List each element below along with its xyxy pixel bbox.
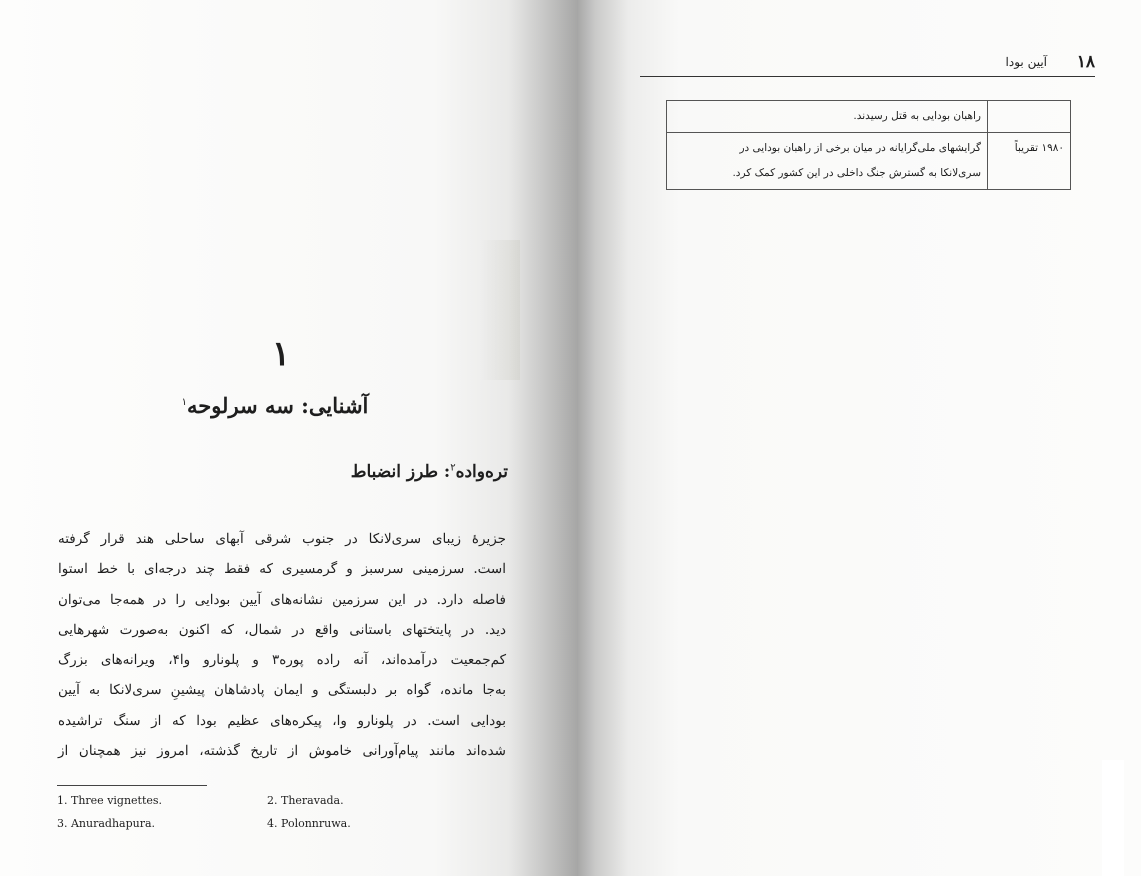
section-title-term: تره‌واده <box>455 462 508 482</box>
body-paragraph <box>58 524 506 766</box>
chronology-table <box>666 100 1071 190</box>
page-number: ۱۸ <box>1076 52 1095 72</box>
footnote-3: 3. Anuradhapura. <box>57 817 156 830</box>
body-line: جزیرهٔ زیبای سری‌لانکا در جنوب شرقی آبهای ساحلی هند قرار گرفته <box>58 531 506 547</box>
body-line: کم‌جمعیت درآمده‌اند، آنه راده پوره‌۳ و پلونارو وا‌۴، ویرانه‌های بزرگ <box>58 652 506 669</box>
section-title-rest: : طرز انضباط <box>350 462 451 482</box>
table-cell-date: ۱۹۸۰ تقریباً <box>988 133 1071 190</box>
table-cell-line: گرایشهای ملی‌گرایانه در میان برخی از راهبان بودایی در <box>739 142 981 154</box>
body-line: بودایی است. در پلونارو وا، پیکره‌های عظیم بودا که از سنگ تراشیده <box>58 712 506 729</box>
table-cell-date <box>988 101 1071 133</box>
body-line: شده‌اند مانند پیام‌آورانی خاموش از تاریخ گذشته، امروز نیز همچنان از <box>58 743 506 760</box>
body-line: دید. در پایتختهای باستانی واقع در شمال، که اکنون به‌صورت شهرهایی <box>58 621 506 638</box>
footnote-4: 4. Polonnruwa. <box>267 817 351 830</box>
table-cell-line: سری‌لانکا به گسترش جنگ داخلی در این کشور کمک کرد. <box>732 167 981 179</box>
footnote-1: 1. Three vignettes. <box>57 794 163 807</box>
scan-edge <box>1102 760 1124 876</box>
running-header <box>640 52 1095 77</box>
footnote-2: 2. Theravada. <box>267 794 344 807</box>
table-cell-text <box>667 133 988 190</box>
section-title <box>351 462 508 482</box>
chapter-title <box>180 393 370 418</box>
body-line: به‌جا مانده، گواه بر دلبستگی و ایمان پادشاهان پیشینِ سری‌لانکا به آیین <box>58 682 506 699</box>
chapter-title-text: آشنایی: سه سرلوحه <box>186 393 369 418</box>
section-title-footnote-marker: ۲ <box>450 462 456 474</box>
chapter-title-footnote-marker: ۱ <box>181 397 187 408</box>
table-cell-text <box>667 101 988 133</box>
running-title: آیین بودا <box>1005 55 1047 69</box>
body-line: فاصله دارد. در این سرزمین نشانه‌های آیین بودایی را در همه‌جا می‌توان <box>58 591 506 608</box>
chapter-number: ۱ <box>271 334 291 374</box>
ink-bleed-shadow <box>480 240 520 380</box>
body-line: است. سرزمینی سرسبز و گرمسیری که فقط چند درجه‌ای با خط استوا <box>58 561 506 578</box>
table-row <box>667 133 1071 190</box>
footnote-divider <box>57 785 207 786</box>
right-page <box>578 0 1141 876</box>
table-row <box>667 101 1071 133</box>
table-cell-line: راهبان بودایی به قتل رسیدند. <box>853 110 981 122</box>
